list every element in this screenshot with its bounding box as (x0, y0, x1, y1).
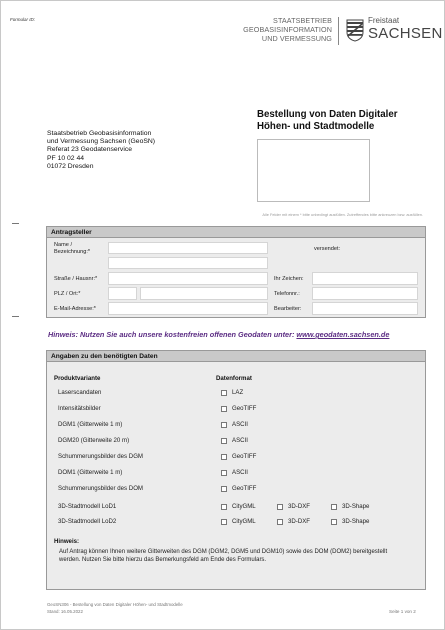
product-label: 3D-Stadtmodell LoD2 (58, 518, 117, 525)
footer-line1: GeoSN306 - Bestellung von Daten Digitaler Höhen- und Stadtmodelle (47, 602, 183, 607)
saxony-crest-icon (346, 19, 364, 42)
versendet-label: versendet: (314, 246, 341, 252)
bearbeiter-label: Bearbeiter: (274, 306, 302, 312)
logo-org-line1: STAATSBETRIEB (273, 16, 332, 25)
receipt-stamp-box (257, 139, 370, 202)
logo-org-line2: GEOBASISINFORMATION (243, 25, 332, 34)
strasse-label: Straße / Hausnr:* (54, 276, 98, 282)
address-line1: Staatsbetrieb Geobasisinformation (47, 130, 152, 137)
address-line5: 01072 Dresden (47, 162, 94, 170)
form-title (257, 109, 437, 133)
title-line1: Bestellung von Daten Digitaler (257, 109, 398, 120)
address-line2: und Vermessung Sachsen (GeoSN) (47, 138, 156, 146)
product-label: 3D-Stadtmodell LoD1 (58, 503, 117, 510)
page-number: Seite 1 von 2 (389, 609, 416, 614)
required-fields-note: Alle Felder mit einem * bitte unbedingt ausfüllen. Zutreffendes bitte ankreuzen bzw. ausfüllen. (262, 212, 423, 217)
format-checkbox[interactable] (221, 454, 227, 460)
footer-line2: Stand: 16.05.2022 (47, 608, 83, 614)
logo-divider (338, 17, 339, 45)
geosn-logo-text (243, 16, 332, 43)
format-label: 3D-DXF (288, 518, 311, 525)
format-label: ASCII (232, 437, 248, 444)
name-field-1[interactable] (108, 242, 268, 254)
hint-prefix: Hinweis: Nutzen Sie auch unsere kostenfreien offenen Geodaten unter: (48, 330, 297, 339)
name-field-2[interactable] (108, 257, 268, 269)
ihr-zeichen-label: Ihr Zeichen: (274, 276, 304, 282)
recipient-address (47, 130, 155, 171)
email-field[interactable] (108, 302, 268, 315)
strasse-field[interactable] (108, 272, 268, 285)
bearbeiter-field[interactable] (312, 302, 418, 315)
format-label: LAZ (232, 389, 244, 396)
title-line2: Höhen- und Stadtmodelle (257, 121, 375, 132)
geodaten-link[interactable]: www.geodaten.sachsen.de (296, 330, 390, 339)
format-label: 3D-Shape (342, 518, 370, 525)
product-label: DGM20 (Gitterweite 20 m) (58, 437, 130, 444)
format-checkbox[interactable] (277, 504, 283, 510)
plz-ort-label: PLZ / Ort:* (54, 291, 81, 297)
format-label: GeoTIFF (232, 405, 257, 412)
format-label: ASCII (232, 421, 248, 428)
antragsteller-heading: Antragsteller (47, 227, 425, 238)
format-checkbox[interactable] (221, 406, 227, 412)
format-checkbox[interactable] (221, 519, 227, 525)
plz-field[interactable] (108, 287, 137, 300)
product-label: Laserscandaten (58, 389, 102, 396)
footer (47, 602, 183, 615)
format-checkbox[interactable] (331, 504, 337, 510)
formular-id-label: Formular ID: (10, 17, 36, 22)
format-checkbox[interactable] (221, 486, 227, 492)
address-line3: Referat 23 Geodatenservice (47, 146, 133, 154)
product-label: DOM1 (Gitterweite 1 m) (58, 469, 123, 476)
format-label: CityGML (232, 503, 256, 510)
format-checkbox[interactable] (277, 519, 283, 525)
daten-heading: Angaben zu den benötigten Daten (47, 351, 425, 362)
format-label: CityGML (232, 518, 256, 525)
address-line4: PF 10 02 44 (47, 154, 85, 162)
name-label: Name / Bezeichnung:* (54, 242, 91, 255)
ort-field[interactable] (140, 287, 268, 300)
col-produktvariante: Produktvariante (54, 375, 101, 382)
product-label: Schummerungsbilder des DGM (58, 453, 144, 460)
logo-org-line3: UND VERMESSUNG (261, 34, 332, 43)
format-checkbox[interactable] (221, 422, 227, 428)
format-checkbox[interactable] (221, 470, 227, 476)
logo-freistaat: Freistaat (368, 16, 400, 25)
hinweis-text: Auf Antrag können Ihnen weitere Gitterweiten des DGM (DGM2, DGM5 und DGM10) sowie des DOM (DOM2) bereitgestellt werden. Nutzen Sie bitte hierzu das Bemerkungsfeld am Ende des Formulars. (59, 549, 388, 563)
hinweis-heading: Hinweis: (54, 538, 80, 545)
format-checkbox[interactable] (221, 504, 227, 510)
format-label: ASCII (232, 469, 248, 476)
format-checkbox[interactable] (221, 438, 227, 444)
telefon-field[interactable] (312, 287, 418, 300)
telefon-label: Telefonnr.: (274, 291, 300, 297)
product-label: DGM1 (Gitterweite 1 m) (58, 421, 123, 428)
format-label: 3D-DXF (288, 503, 311, 510)
product-label: Intensitätsbilder (58, 405, 101, 412)
punch-mark (12, 316, 19, 317)
email-label: E-Mail-Adresse:* (54, 306, 96, 312)
geodata-hint (48, 330, 389, 339)
format-label: GeoTIFF (232, 485, 257, 492)
col-datenformat: Datenformat (216, 375, 252, 382)
format-checkbox[interactable] (221, 390, 227, 396)
ihr-zeichen-field[interactable] (312, 272, 418, 285)
format-label: GeoTIFF (232, 453, 257, 460)
format-checkbox[interactable] (331, 519, 337, 525)
format-label: 3D-Shape (342, 503, 370, 510)
fold-mark (12, 223, 19, 224)
logo-sachsen: SACHSEN (368, 25, 443, 42)
product-label: Schummerungsbilder des DOM (58, 485, 144, 492)
